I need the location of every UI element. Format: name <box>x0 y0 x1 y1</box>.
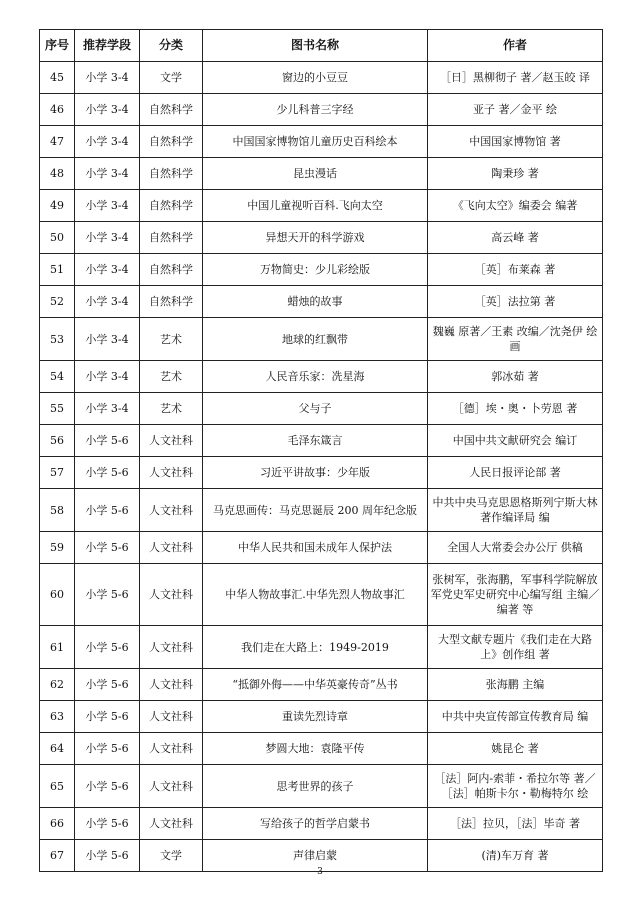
cell-grade: 小学 5-6 <box>75 457 140 489</box>
cell-grade: 小学 3-4 <box>75 62 140 94</box>
cell-category: 人文社科 <box>140 701 203 733</box>
cell-title: 声律启蒙 <box>203 840 428 872</box>
cell-title: 毛泽东箴言 <box>203 425 428 457</box>
table-row <box>40 126 603 158</box>
cell-grade: 小学 5-6 <box>75 701 140 733</box>
table-header-row <box>40 30 603 62</box>
cell-author: 《飞向太空》编委会 编著 <box>428 190 603 222</box>
cell-grade: 小学 3-4 <box>75 286 140 318</box>
cell-title: 马克思画传：马克思诞辰 200 周年纪念版 <box>203 489 428 532</box>
cell-author: 大型文献专题片《我们走在大路上》创作组 著 <box>428 626 603 669</box>
cell-author: ［法］拉贝，［法］毕奇 著 <box>428 808 603 840</box>
cell-grade: 小学 5-6 <box>75 808 140 840</box>
cell-index: 55 <box>40 393 75 425</box>
table-row <box>40 94 603 126</box>
table-row <box>40 564 603 626</box>
cell-category: 人文社科 <box>140 425 203 457</box>
table-row <box>40 626 603 669</box>
table-row <box>40 190 603 222</box>
cell-index: 47 <box>40 126 75 158</box>
cell-author: ［日］黑柳彻子 著／赵玉皎 译 <box>428 62 603 94</box>
cell-grade: 小学 5-6 <box>75 564 140 626</box>
cell-title: 梦圆大地：袁隆平传 <box>203 733 428 765</box>
cell-category: 人文社科 <box>140 626 203 669</box>
cell-author: 陶秉珍 著 <box>428 158 603 190</box>
cell-title: 异想天开的科学游戏 <box>203 222 428 254</box>
cell-index: 52 <box>40 286 75 318</box>
cell-grade: 小学 3-4 <box>75 254 140 286</box>
cell-author: 高云峰 著 <box>428 222 603 254</box>
cell-author: 人民日报评论部 著 <box>428 457 603 489</box>
table-row <box>40 254 603 286</box>
table-row <box>40 393 603 425</box>
header-title: 图书名称 <box>203 30 428 62</box>
cell-author: 全国人大常委会办公厅 供稿 <box>428 532 603 564</box>
cell-category: 文学 <box>140 62 203 94</box>
cell-index: 51 <box>40 254 75 286</box>
cell-grade: 小学 5-6 <box>75 765 140 808</box>
cell-grade: 小学 5-6 <box>75 532 140 564</box>
header-author: 作者 <box>428 30 603 62</box>
cell-title: 地球的红飘带 <box>203 318 428 361</box>
cell-author: 姚昆仑 著 <box>428 733 603 765</box>
cell-index: 61 <box>40 626 75 669</box>
table-row <box>40 222 603 254</box>
table-row <box>40 765 603 808</box>
cell-title: 父与子 <box>203 393 428 425</box>
cell-title: 窗边的小豆豆 <box>203 62 428 94</box>
cell-title: 中国儿童视听百科.飞向太空 <box>203 190 428 222</box>
cell-title: “抵御外侮——中华英豪传奇”丛书 <box>203 669 428 701</box>
cell-category: 自然科学 <box>140 126 203 158</box>
cell-category: 人文社科 <box>140 489 203 532</box>
header-category: 分类 <box>140 30 203 62</box>
cell-title: 我们走在大路上：1949-2019 <box>203 626 428 669</box>
cell-category: 人文社科 <box>140 733 203 765</box>
cell-author: 中国中共文献研究会 编订 <box>428 425 603 457</box>
page-number: 3 <box>317 867 323 877</box>
cell-category: 人文社科 <box>140 457 203 489</box>
header-index: 序号 <box>40 30 75 62</box>
table-row <box>40 425 603 457</box>
cell-title: 少儿科普三字经 <box>203 94 428 126</box>
cell-grade: 小学 5-6 <box>75 626 140 669</box>
cell-index: 58 <box>40 489 75 532</box>
cell-title: 中国国家博物馆儿童历史百科绘本 <box>203 126 428 158</box>
cell-author: 亚子 著／金平 绘 <box>428 94 603 126</box>
cell-category: 自然科学 <box>140 254 203 286</box>
cell-index: 46 <box>40 94 75 126</box>
cell-title: 中华人物故事汇.中华先烈人物故事汇 <box>203 564 428 626</box>
table-row <box>40 808 603 840</box>
table-row <box>40 318 603 361</box>
cell-category: 自然科学 <box>140 94 203 126</box>
cell-grade: 小学 5-6 <box>75 733 140 765</box>
cell-title: 蜡烛的故事 <box>203 286 428 318</box>
cell-index: 59 <box>40 532 75 564</box>
table-row <box>40 62 603 94</box>
cell-author: 中共中央宣传部宣传教育局 编 <box>428 701 603 733</box>
cell-category: 自然科学 <box>140 222 203 254</box>
cell-index: 56 <box>40 425 75 457</box>
cell-category: 人文社科 <box>140 532 203 564</box>
cell-grade: 小学 3-4 <box>75 190 140 222</box>
cell-index: 64 <box>40 733 75 765</box>
cell-index: 53 <box>40 318 75 361</box>
table-row <box>40 361 603 393</box>
cell-title: 写给孩子的哲学启蒙书 <box>203 808 428 840</box>
table-row <box>40 489 603 532</box>
cell-index: 63 <box>40 701 75 733</box>
cell-index: 50 <box>40 222 75 254</box>
cell-grade: 小学 3-4 <box>75 361 140 393</box>
cell-index: 54 <box>40 361 75 393</box>
cell-title: 人民音乐家：冼星海 <box>203 361 428 393</box>
table-row <box>40 158 603 190</box>
cell-author: ［法］阿内-索菲・希拉尔等 著／［法］帕斯卡尔・勒梅特尔 绘 <box>428 765 603 808</box>
cell-grade: 小学 3-4 <box>75 222 140 254</box>
cell-index: 65 <box>40 765 75 808</box>
table-row <box>40 457 603 489</box>
cell-author: 中国国家博物馆 著 <box>428 126 603 158</box>
cell-author: ［德］埃・奥・卜劳恩 著 <box>428 393 603 425</box>
table-row <box>40 532 603 564</box>
cell-grade: 小学 3-4 <box>75 94 140 126</box>
cell-index: 57 <box>40 457 75 489</box>
cell-category: 艺术 <box>140 361 203 393</box>
cell-title: 中华人民共和国未成年人保护法 <box>203 532 428 564</box>
cell-category: 艺术 <box>140 318 203 361</box>
cell-grade: 小学 3-4 <box>75 318 140 361</box>
cell-index: 60 <box>40 564 75 626</box>
cell-grade: 小学 3-4 <box>75 158 140 190</box>
cell-category: 人文社科 <box>140 669 203 701</box>
cell-author: (清)车万育 著 <box>428 840 603 872</box>
cell-grade: 小学 5-6 <box>75 669 140 701</box>
cell-author: 中共中央马克思恩格斯列宁斯大林著作编译局 编 <box>428 489 603 532</box>
cell-grade: 小学 5-6 <box>75 840 140 872</box>
cell-grade: 小学 5-6 <box>75 489 140 532</box>
cell-title: 习近平讲故事：少年版 <box>203 457 428 489</box>
table-row <box>40 286 603 318</box>
cell-category: 人文社科 <box>140 564 203 626</box>
cell-title: 重读先烈诗章 <box>203 701 428 733</box>
cell-category: 自然科学 <box>140 158 203 190</box>
cell-index: 67 <box>40 840 75 872</box>
cell-grade: 小学 3-4 <box>75 393 140 425</box>
table-row <box>40 733 603 765</box>
cell-category: 自然科学 <box>140 190 203 222</box>
cell-category: 文学 <box>140 840 203 872</box>
cell-author: ［英］法拉第 著 <box>428 286 603 318</box>
cell-category: 艺术 <box>140 393 203 425</box>
cell-author: 郭冰茹 著 <box>428 361 603 393</box>
cell-index: 48 <box>40 158 75 190</box>
table-row <box>40 701 603 733</box>
cell-title: 昆虫漫话 <box>203 158 428 190</box>
cell-author: 张树军，张海鹏，军事科学院解放军党史军史研究中心编写组 主编／编著 等 <box>428 564 603 626</box>
cell-author: ［英］布莱森 著 <box>428 254 603 286</box>
cell-category: 人文社科 <box>140 765 203 808</box>
cell-title: 思考世界的孩子 <box>203 765 428 808</box>
cell-grade: 小学 5-6 <box>75 425 140 457</box>
cell-index: 66 <box>40 808 75 840</box>
cell-title: 万物简史：少儿彩绘版 <box>203 254 428 286</box>
cell-index: 49 <box>40 190 75 222</box>
cell-author: 魏巍 原著／王素 改编／沈尧伊 绘画 <box>428 318 603 361</box>
cell-index: 45 <box>40 62 75 94</box>
cell-author: 张海鹏 主编 <box>428 669 603 701</box>
book-list-table <box>39 29 603 872</box>
cell-category: 自然科学 <box>140 286 203 318</box>
cell-category: 人文社科 <box>140 808 203 840</box>
cell-grade: 小学 3-4 <box>75 126 140 158</box>
header-grade: 推荐学段 <box>75 30 140 62</box>
cell-index: 62 <box>40 669 75 701</box>
table-row <box>40 669 603 701</box>
